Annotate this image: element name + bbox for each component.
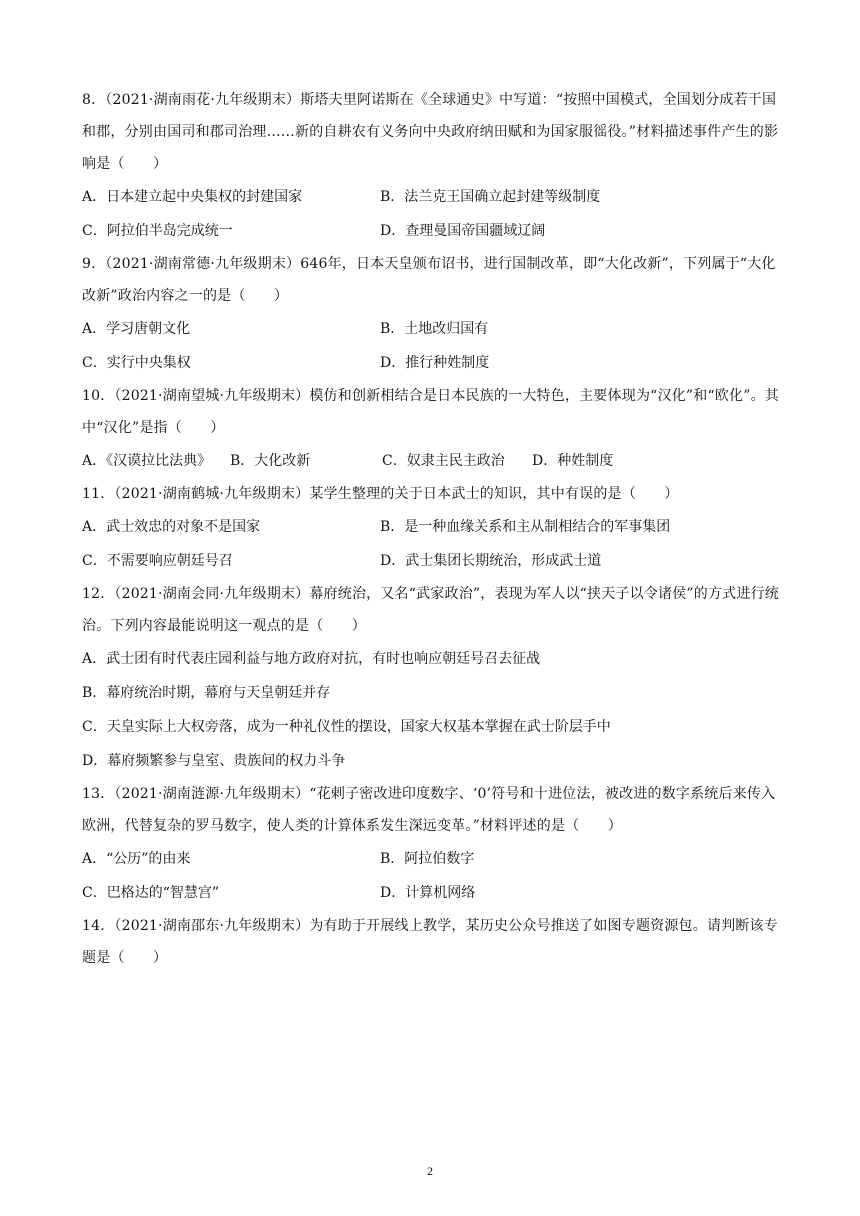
option-a: A．日本建立起中央集权的封建国家: [82, 189, 303, 205]
option-b: B．幕府统治时期，幕府与天皇朝廷并存: [82, 685, 331, 701]
option-d: D．幕府频繁参与皇室、贵族间的权力斗争: [82, 753, 346, 769]
option-c: C．奴隶主民主政治: [382, 453, 505, 469]
option-a: A．学习唐朝文化: [82, 321, 191, 337]
option-a: A．“公历”的由来: [82, 851, 191, 867]
option-a: A．《汉谟拉比法典》: [82, 453, 212, 469]
option-b: B．大化改新: [230, 453, 311, 469]
question-list: [82, 84, 782, 974]
option-c: C．天皇实际上大权旁落，成为一种礼仪性的摆设，国家大权基本掌握在武士阶层手中: [82, 719, 611, 735]
question-13: [82, 778, 782, 910]
question-8: [82, 84, 782, 248]
option-b: B．阿拉伯数字: [380, 851, 475, 867]
option-d: D．推行种姓制度: [380, 355, 490, 371]
options-list: [82, 642, 782, 778]
page-number: 2: [427, 1164, 433, 1178]
question-stem: 12．（2021·湖南会同·九年级期末）幕府统治，又名“武家政治”，表现为军人以“挟天子以令诸侯”的方式进行统治。下列内容最能说明这一观点的是（ ）: [82, 586, 779, 634]
options-grid: [82, 312, 782, 380]
question-stem: 13．（2021·湖南涟源·九年级期末）“花剌子密改进印度数字、‘0’符号和十进位法，被改进的数字系统后来传入欧洲，代替复杂的罗马数字，使人类的计算体系发生深远变革。”材料评述的是（ ）: [82, 786, 776, 834]
option-c: C．不需要响应朝廷号召: [82, 553, 233, 569]
option-d: D．查理曼国帝国疆域辽阔: [380, 223, 546, 239]
question-stem: 14．（2021·湖南邵东·九年级期末）为有助于开展线上教学，某历史公众号推送了如图专题资源包。请判断该专题是（ ）: [82, 918, 778, 966]
option-d: D．计算机网络: [380, 885, 476, 901]
option-a: A．武士效忠的对象不是国家: [82, 519, 261, 535]
option-c: C．阿拉伯半岛完成统一: [82, 223, 233, 239]
question-stem: 8．（2021·湖南雨花·九年级期末）斯塔夫里阿诺斯在《全球通史》中写道：“按照中国模式，全国划分成若干国和郡，分别由国司和郡司治理……新的自耕农有义务向中央政府纳田赋和为国家服徭役。”材料描述事件产生的影响是（ ）: [82, 92, 779, 172]
option-b: B．是一种血缘关系和主从制相结合的军事集团: [380, 519, 671, 535]
question-stem: 10．（2021·湖南望城·九年级期末）模仿和创新相结合是日本民族的一大特色，主要体现为“汉化”和“欧化”。其中“汉化”是指（ ）: [82, 388, 779, 436]
options-grid: [82, 842, 782, 910]
question-10: [82, 380, 782, 478]
question-14: [82, 910, 782, 974]
question-stem: 9．（2021·湖南常德·九年级期末）646年，日本天皇颁布诏书，进行国制改革，即“大化改新”，下列属于“大化改新”政治内容之一的是（ ）: [82, 256, 776, 304]
option-d: D．武士集团长期统治，形成武士道: [380, 553, 602, 569]
options-grid: [82, 510, 782, 578]
question-11: [82, 478, 782, 578]
option-c: C．巴格达的“智慧宫”: [82, 885, 220, 901]
option-a: A．武士团有时代表庄园利益与地方政府对抗，有时也响应朝廷号召去征战: [82, 651, 541, 667]
option-c: C．实行中央集权: [82, 355, 191, 371]
option-b: B．土地改归国有: [380, 321, 489, 337]
options-grid: [82, 180, 782, 248]
option-b: B．法兰克王国确立起封建等级制度: [380, 189, 601, 205]
options-row: [82, 444, 782, 478]
question-stem: 11．（2021·湖南鹤城·九年级期末）某学生整理的关于日本武士的知识，其中有误的是（ ）: [82, 486, 679, 502]
question-12: [82, 578, 782, 778]
question-9: [82, 248, 782, 380]
option-d: D．种姓制度: [532, 453, 614, 469]
